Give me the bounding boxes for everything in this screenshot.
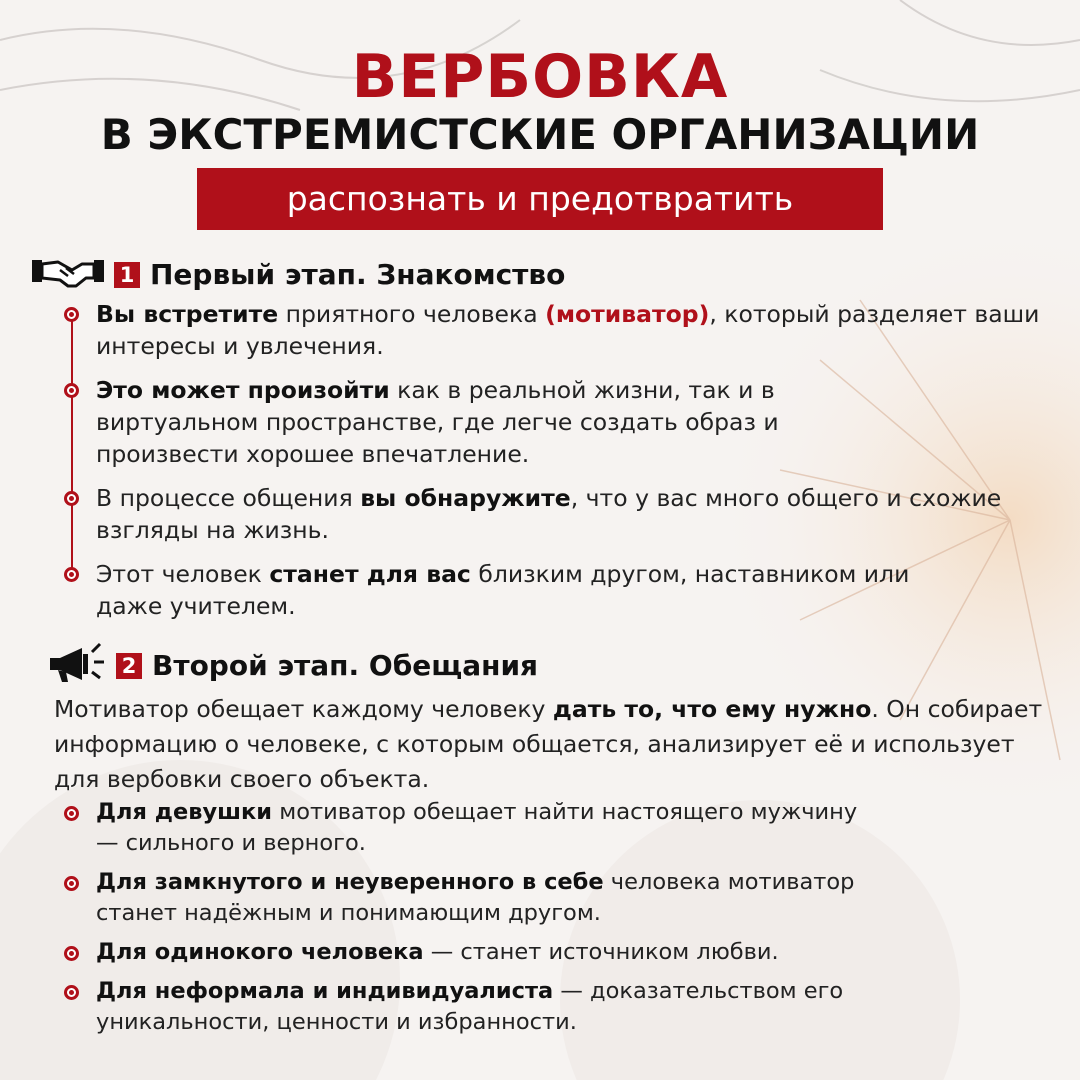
intro-emphasis: дать то, что ему нужно	[552, 695, 872, 723]
list-item	[60, 558, 980, 622]
item-emphasis: Вы встретите	[96, 300, 279, 328]
handshake-icon	[32, 252, 104, 297]
stage-1-list	[60, 298, 1060, 622]
stage-2-list	[60, 797, 1060, 1038]
item-text-pre: В процессе общения	[96, 484, 361, 512]
stage-1-heading	[32, 252, 565, 297]
item-emphasis: станет для вас	[269, 560, 471, 588]
subtitle: В ЭКСТРЕМИСТСКИЕ ОРГАНИЗАЦИИ	[100, 110, 980, 159]
item-emphasis: Для девушки	[96, 799, 273, 825]
stage-2-number: 2	[116, 653, 142, 679]
bullet-icon	[64, 567, 79, 582]
intro-text-rest: . Он собирает информацию о человеке, с которым общается, анализирует её и использует для вербовки своего объекта.	[54, 695, 1043, 793]
item-text: человека мотиватор станет надёжным и понимающим другом.	[96, 869, 855, 926]
stage-1-title: Первый этап. Знакомство	[150, 258, 566, 291]
item-text: , что у вас много общего и схожие взгляды на жизнь.	[96, 484, 1002, 544]
item-text: — доказательством его уникальности, ценности и избранности.	[96, 978, 844, 1035]
stage-2-title: Второй этап. Обещания	[152, 649, 539, 682]
bullet-icon	[64, 806, 79, 821]
list-item	[60, 374, 920, 470]
item-emphasis: Для неформала и индивидуалиста	[96, 978, 554, 1004]
list-item	[60, 976, 900, 1038]
item-emphasis: Для одинокого человека	[96, 939, 424, 965]
list-item	[60, 298, 1060, 362]
stage-2-heading	[46, 640, 538, 691]
list-item	[60, 797, 860, 859]
item-text: — станет источником любви.	[423, 939, 779, 965]
stage-1-number: 1	[114, 262, 140, 288]
item-emphasis: Это может произойти	[96, 376, 390, 404]
tagline-banner: распознать и предотвратить	[197, 168, 883, 230]
item-emphasis: вы обнаружите	[360, 484, 571, 512]
bullet-icon	[64, 383, 79, 398]
bullet-icon	[64, 985, 79, 1000]
bullet-icon	[64, 876, 79, 891]
item-text: близким другом, наставником или даже учителем.	[96, 560, 910, 620]
item-highlight: (мотиватор)	[545, 300, 710, 328]
list-item	[60, 937, 1060, 968]
bullet-icon	[64, 491, 79, 506]
main-title: ВЕРБОВКА	[351, 42, 729, 112]
item-emphasis: Для замкнутого и неуверенного в себе	[96, 869, 604, 895]
list-item	[60, 867, 860, 929]
item-text: приятного человека	[278, 300, 546, 328]
item-text-rest: , который разделяет ваши интересы и увлечения.	[96, 300, 1040, 360]
item-text: мотиватор обещает найти настоящего мужчину — сильного и верного.	[96, 799, 858, 856]
intro-text: Мотиватор обещает каждому человеку	[54, 695, 553, 723]
item-text-pre: Этот человек	[96, 560, 270, 588]
bullet-icon	[64, 946, 79, 961]
megaphone-icon	[46, 640, 106, 691]
stage-2-intro	[54, 692, 1054, 797]
item-text: как в реальной жизни, так и в виртуальном пространстве, где легче создать образ и произвести хорошее впечатление.	[96, 376, 779, 468]
bullet-icon	[64, 307, 79, 322]
list-item	[60, 482, 1060, 546]
